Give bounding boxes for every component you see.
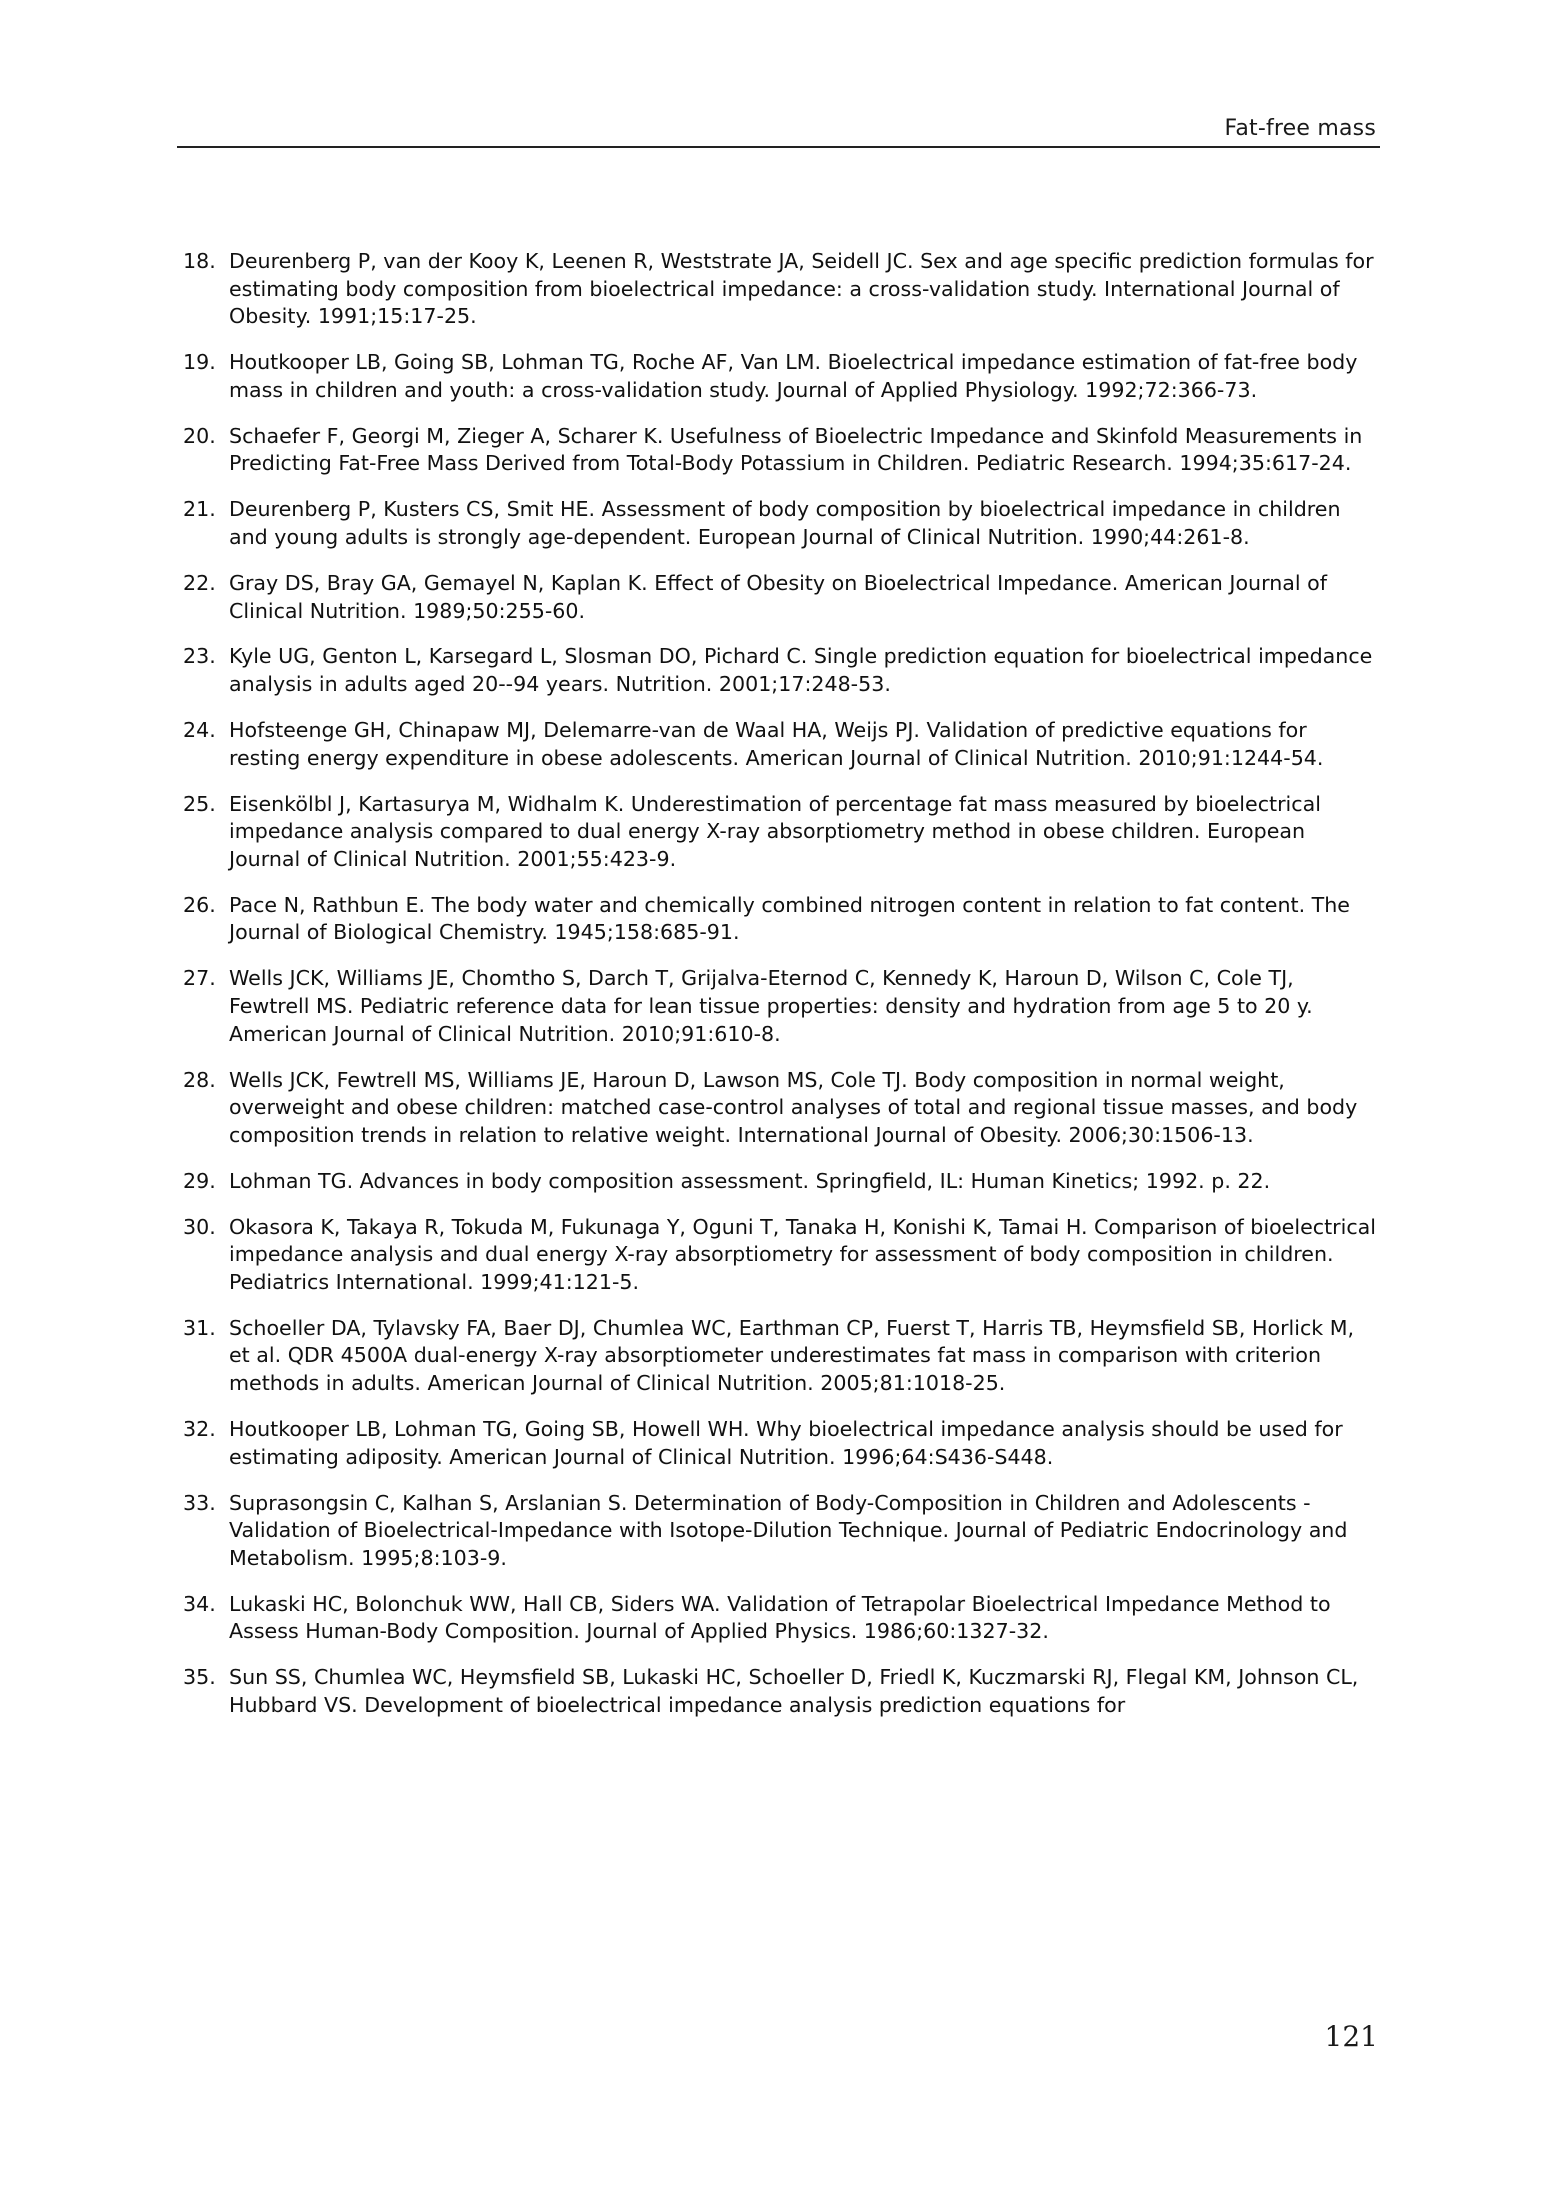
reference-item	[177, 643, 1380, 698]
reference-item	[177, 1067, 1380, 1150]
reference-number: 33.	[183, 1490, 216, 1515]
reference-number: 29.	[183, 1168, 216, 1193]
reference-number: 21.	[183, 497, 216, 522]
reference-text: Okasora K, Takaya R, Tokuda M, Fukunaga Y, Oguni T, Tanaka H, Konishi K, Tamai H. Comparison of bioelectrical impedance analysis and dual energy X-ray absorptiometry for assessment of body composition in children. Pediatrics International. 1999;41:121-5.	[229, 1214, 1376, 1294]
reference-item	[177, 791, 1380, 874]
reference-item	[177, 1416, 1380, 1471]
reference-item	[177, 717, 1380, 772]
reference-item	[177, 349, 1380, 404]
reference-item	[177, 248, 1380, 331]
page-number: 121	[1324, 2020, 1378, 2053]
reference-number: 20.	[183, 423, 216, 448]
reference-number: 18.	[183, 249, 216, 273]
reference-text: Schoeller DA, Tylavsky FA, Baer DJ, Chumlea WC, Earthman CP, Fuerst T, Harris TB, Heymsfield SB, Horlick M, et al. QDR 4500A dual-energy X-ray absorptiometer underestimates fat mass in comparison with criterion methods in adults. American Journal of Clinical Nutrition. 2005;81:1018-25.	[229, 1315, 1355, 1396]
running-header	[177, 114, 1380, 148]
reference-text: Houtkooper LB, Going SB, Lohman TG, Roche AF, Van LM. Bioelectrical impedance estimation of fat-free body mass in children and youth: a cross-validation study. Journal of Applied Physiology. 1992;72:366-73.	[229, 350, 1358, 402]
reference-item	[177, 1591, 1380, 1646]
reference-text: Lohman TG. Advances in body composition assessment. Springfield, IL: Human Kinetics; 1992. p. 22.	[229, 1168, 1271, 1193]
reference-number: 31.	[183, 1315, 216, 1340]
reference-number: 19.	[183, 350, 216, 375]
reference-item	[177, 570, 1380, 625]
reference-text: Gray DS, Bray GA, Gemayel N, Kaplan K. Effect of Obesity on Bioelectrical Impedance. American Journal of Clinical Nutrition. 1989;50:255-60.	[229, 570, 1327, 623]
reference-number: 30.	[183, 1214, 216, 1239]
reference-number: 22.	[183, 570, 216, 595]
reference-item	[177, 496, 1380, 551]
reference-text: Eisenkölbl J, Kartasurya M, Widhalm K. Underestimation of percentage fat mass measured by bioelectrical impedance analysis compared to dual energy X-ray absorptiometry method in obese children. European Journal of Clinical Nutrition. 2001;55:423-9.	[229, 791, 1321, 871]
reference-number: 32.	[183, 1417, 216, 1442]
reference-text: Pace N, Rathbun E. The body water and chemically combined nitrogen content in relation to fat content. The Journal of Biological Chemistry. 1945;158:685-91.	[229, 892, 1350, 945]
reference-text: Wells JCK, Fewtrell MS, Williams JE, Haroun D, Lawson MS, Cole TJ. Body composition in normal weight, overweight and obese children: matched case-control analyses of total and regional tissue masses, and body composition trends in relation to relative weight. International Journal of Obesity. 2006;30:1506-13.	[229, 1067, 1358, 1147]
reference-number: 25.	[183, 791, 216, 816]
reference-text: Sun SS, Chumlea WC, Heymsfield SB, Lukaski HC, Schoeller D, Friedl K, Kuczmarski RJ, Flegal KM, Johnson CL, Hubbard VS. Development of bioelectrical impedance analysis prediction equations for	[229, 1665, 1359, 1717]
reference-number: 26.	[183, 892, 216, 917]
reference-text: Deurenberg P, Kusters CS, Smit HE. Assessment of body composition by bioelectrical impedance in children and young adults is strongly age-dependent. European Journal of Clinical Nutrition. 1990;44:261-8.	[229, 497, 1341, 549]
reference-text: Hofsteenge GH, Chinapaw MJ, Delemarre-van de Waal HA, Weijs PJ. Validation of predictive equations for resting energy expenditure in obese adolescents. American Journal of Clinical Nutrition. 2010;91:1244-54.	[229, 718, 1324, 770]
reference-item	[177, 892, 1380, 947]
reference-text: Kyle UG, Genton L, Karsegard L, Slosman DO, Pichard C. Single prediction equation for bioelectrical impedance analysis in adults aged 20--94 years. Nutrition. 2001;17:248-53.	[229, 644, 1373, 697]
reference-item	[177, 1664, 1380, 1719]
reference-number: 35.	[183, 1665, 216, 1690]
reference-number: 24.	[183, 718, 216, 743]
reference-item	[177, 1315, 1380, 1398]
reference-number: 28.	[183, 1067, 216, 1092]
reference-text: Suprasongsin C, Kalhan S, Arslanian S. Determination of Body-Composition in Children and Adolescents - Validation of Bioelectrical-Impedance with Isotope-Dilution Technique. Journal of Pediatric Endocrinology and Metabolism. 1995;8:103-9.	[229, 1490, 1348, 1570]
reference-item	[177, 1168, 1380, 1196]
reference-item	[177, 1214, 1380, 1297]
reference-item	[177, 1490, 1380, 1573]
reference-number: 34.	[183, 1591, 216, 1616]
reference-item	[177, 423, 1380, 478]
reference-text: Schaefer F, Georgi M, Zieger A, Scharer K. Usefulness of Bioelectric Impedance and Skinfold Measurements in Predicting Fat-Free Mass Derived from Total-Body Potassium in Children. Pediatric Research. 1994;35:617-24.	[229, 423, 1363, 476]
reference-text: Deurenberg P, van der Kooy K, Leenen R, Weststrate JA, Seidell JC. Sex and age specific prediction formulas for estimating body composition from bioelectrical impedance: a cross-validation study. International Journal of Obesity. 1991;15:17-25.	[229, 249, 1374, 329]
reference-number: 27.	[183, 966, 216, 991]
reference-list	[177, 248, 1380, 1738]
reference-text: Houtkooper LB, Lohman TG, Going SB, Howell WH. Why bioelectrical impedance analysis should be used for estimating adiposity. American Journal of Clinical Nutrition. 1996;64:S436-S448.	[229, 1417, 1343, 1469]
reference-number: 23.	[183, 644, 216, 669]
running-header-title: Fat-free mass	[1224, 116, 1376, 141]
reference-text: Lukaski HC, Bolonchuk WW, Hall CB, Siders WA. Validation of Tetrapolar Bioelectrical Impedance Method to Assess Human-Body Composition. Journal of Applied Physics. 1986;60:1327-32.	[229, 1591, 1331, 1644]
reference-item	[177, 965, 1380, 1048]
reference-text: Wells JCK, Williams JE, Chomtho S, Darch T, Grijalva-Eternod C, Kennedy K, Haroun D, Wilson C, Cole TJ, Fewtrell MS. Pediatric reference data for lean tissue properties: density and hydration from age 5 to 20 y. American Journal of Clinical Nutrition. 2010;91:610-8.	[229, 966, 1313, 1046]
